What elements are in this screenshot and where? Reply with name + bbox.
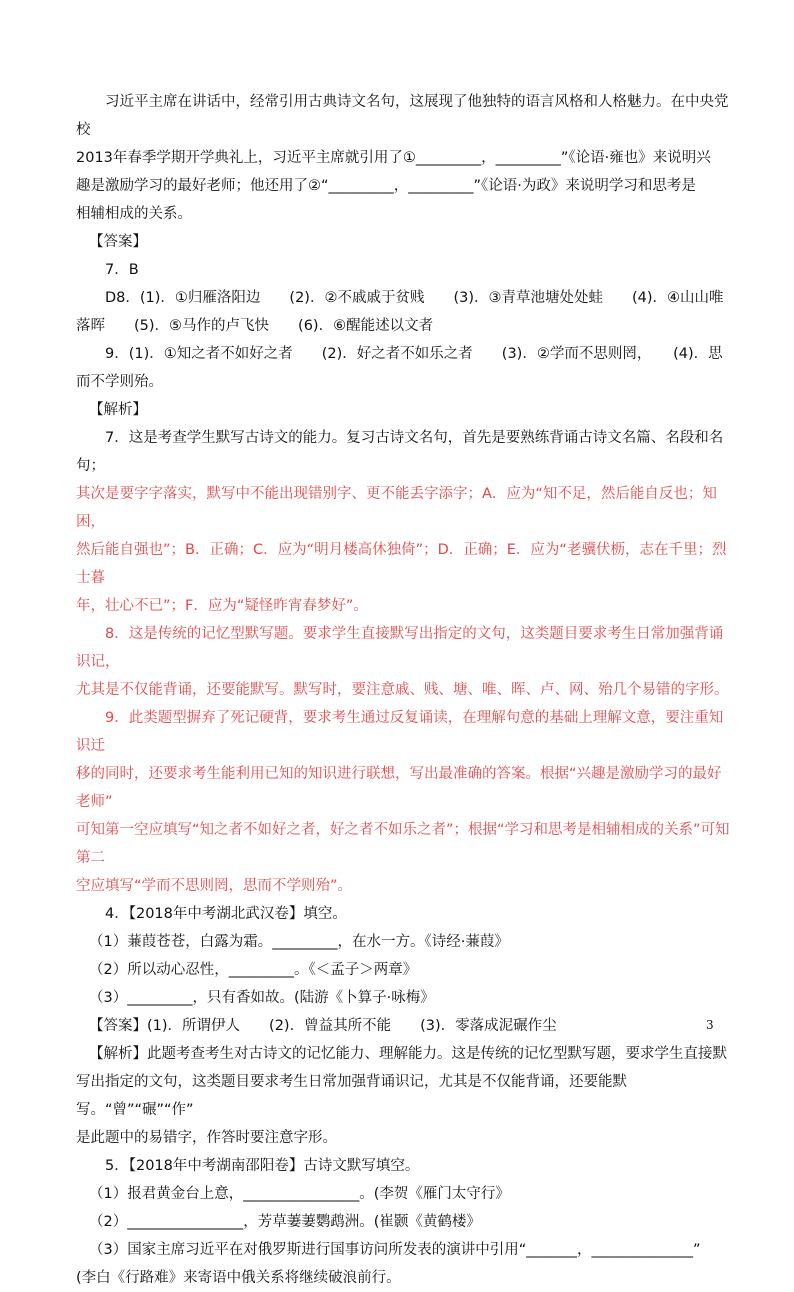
analysis-block [76,424,730,900]
intro-line: 2013年春季学期开学典礼上，习近平主席就引用了①_________，_________”《论语·雍也》来说明兴 [76,150,711,166]
analysis-9-line: 9．此类题型摒弃了死记硬背，要求考生通过反复诵读，在理解句意的基础上理解文意，要注重知识迁 [76,710,724,754]
question-4-item: （2）所以动心忍性，_________。《＜孟子＞两章》 [89,962,418,978]
answer-7: 7．B [105,262,139,278]
question-5-item: （1）报君黄金台上意，________________。(李贺《雁门太守行》 [89,1186,510,1202]
analysis-9-line: 移的同时，还要求考生能利用已知的知识进行联想，写出最准确的答案。根据“兴趣是激励学习的最好老师” [76,766,722,810]
question-5-title: 5．【2018年中考湖南邵阳卷】古诗文默写填空。 [105,1158,420,1174]
analysis-9-line: 空应填写“学而不思则罔，思而不学则殆”。 [76,878,353,894]
intro-line: 趣是激励学习的最好老师；他还用了②“_________，_________”《论语·为政》来说明学习和思考是 [76,178,696,194]
answers-block [76,256,730,396]
analysis-7-line: 其次是要字字落实，默写中不能出现错别字、更不能丢字添字；A．应为“知不足，然后能自反也；知困， [76,486,717,530]
analysis-7-line: 然后能自强也”；B．正确；C．应为“明月楼高休独倚”；D．正确；E．应为“老骥伏枥，志在千里；烈士暮 [76,542,727,586]
analysis-9-line: 可知第一空应填写“知之者不如好之者，好之者不如乐之者”；根据“学习和思考是相辅相成的关系”可知第二 [76,822,730,866]
answer-8-line: 落晖 (5)．⑤马作的卢飞快 (6)．⑥醒能述以文者 [76,318,434,334]
intro-line: 习近平主席在讲话中，经常引用古典诗文名句，这展现了他独特的语言风格和人格魅力。在中央党校 [76,94,729,138]
question-5-item: (李白《行路难》来寄语中俄关系将继续破浪前行。 [76,1270,401,1286]
intro-line: 相辅相成的关系。 [76,206,192,222]
analysis-heading: 【解析】 [89,402,147,418]
question-5-item: （2）________________，芳草萋萋鹦鹉洲。(崔颢《黄鹤楼》 [89,1214,481,1230]
answer-9-line: 而不学则殆。 [76,374,163,390]
question-4-title: 4．【2018年中考湖北武汉卷】填空。 [105,906,347,922]
question-4-analysis-line: 【解析】此题考查考生对古诗文的记忆能力、理解能力。这是传统的记忆型默写题，要求学生直接默 [89,1046,727,1062]
analysis-7-line: 年，壮心不已”；F．应为“疑怪昨宵春梦好”。 [76,598,368,614]
answer-heading: 【答案】 [89,234,147,250]
answer-9-line: 9．(1)．①知之者不如好之者 (2)．好之者不如乐之者 (3)．②学而不思则罔， (4)．思 [105,346,723,362]
document-page [76,88,730,1292]
answer-8-line: D8．(1)．①归雁洛阳边 (2)．②不戚戚于贫贱 (3)．③青草池塘处处蛙 (4)．④山山唯 [105,290,724,306]
analysis-7-line: 7．这是考查学生默写古诗文的能力。复习古诗文名句，首先是要熟练背诵古诗文名篇、名段和名句； [76,430,724,474]
question-4 [76,900,730,1152]
question-4-answer: 【答案】(1)．所谓伊人 (2)．曾益其所不能 (3)．零落成泥碾作尘 [89,1018,557,1034]
page-number: 3 [706,1018,714,1032]
question-4-item: （1）蒹葭苍苍，白露为霜。_________，在水一方。《诗经·蒹葭》 [89,934,509,950]
question-5-item: （3）国家主席习近平在对俄罗斯进行国事访问所发表的演讲中引用“_______，______________” [89,1242,701,1258]
intro-paragraph [76,88,730,228]
analysis-8-line: 8．这是传统的记忆型默写题。要求学生直接默写出指定的文句，这类题目要求考生日常加强背诵识记， [76,626,724,670]
question-4-item: （3）_________，只有香如故。(陆游《卜算子·咏梅》 [89,990,435,1006]
question-4-analysis-line: 是此题中的易错字，作答时要注意字形。 [76,1130,337,1146]
question-5 [76,1152,730,1292]
question-4-analysis-line: 写出指定的文句，这类题目要求考生日常加强背诵识记，尤其是不仅能背诵，还要能默写。“曾”“碾”“作” [76,1074,627,1118]
analysis-8-line: 尤其是不仅能背诵，还要能默写。默写时，要注意戚、贱、塘、唯、晖、卢、网、殆几个易错的字形。 [76,682,729,698]
